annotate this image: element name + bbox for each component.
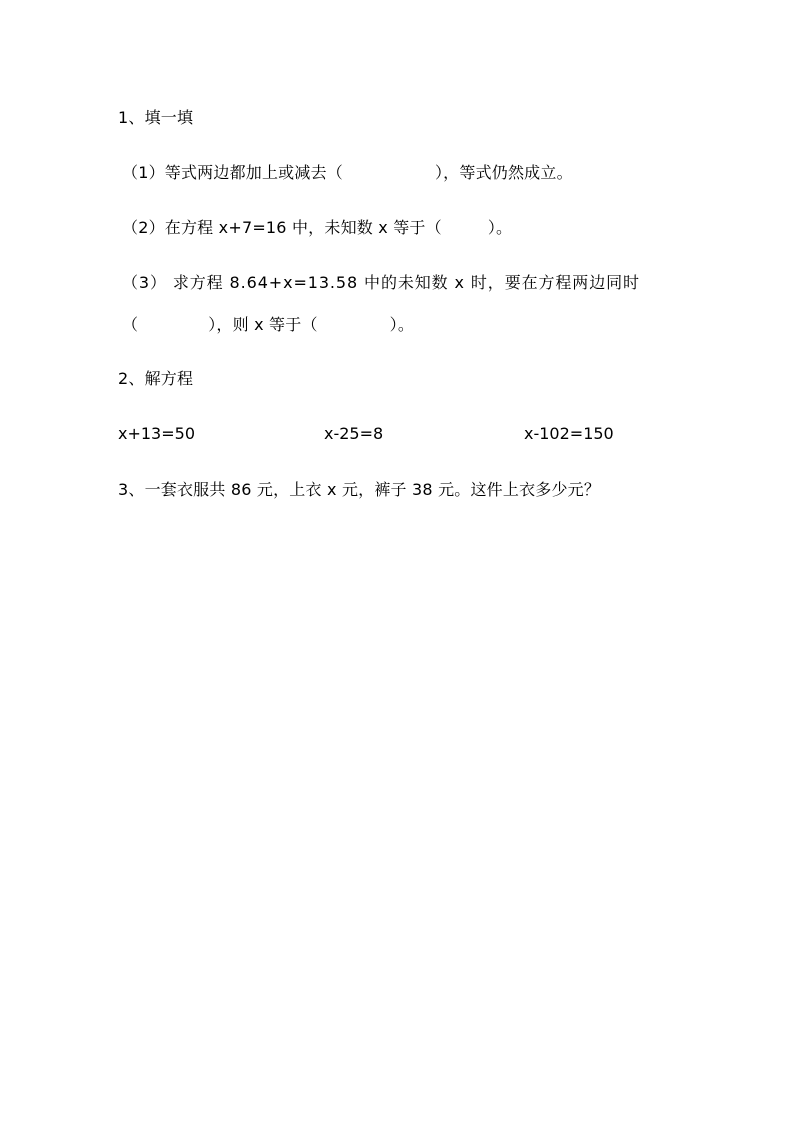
- section3-question: 3、一套衣服共 86 元，上衣 x 元，裤子 38 元。这件上衣多少元？: [118, 480, 601, 499]
- question-1-3-line-1: （3） 求方程 8.64+x=13.58 中的未知数 x 时，要在方程两边同时: [122, 273, 640, 292]
- question-1-3-close-text: ）。: [389, 315, 415, 334]
- question-1-2-text-after: ）。: [487, 218, 513, 237]
- section2-title: 2、解方程: [118, 369, 194, 388]
- equation-2: x-25=8: [324, 424, 384, 443]
- equation-3: x-102=150: [524, 424, 614, 443]
- question-1-2-text-before: （2）在方程 x+7=16 中，未知数 x 等于（: [122, 218, 442, 237]
- question-1-3-middle-text: ），则 x 等于（: [208, 315, 318, 334]
- section1-title: 1、填一填: [118, 108, 194, 127]
- equation-1: x+13=50: [118, 424, 195, 443]
- question-1-2: [122, 217, 512, 239]
- question-1-3-open-paren: （: [122, 315, 139, 334]
- question-1-3-line-2: [122, 314, 414, 336]
- question-1-1-text-after: ），等式仍然成立。: [434, 163, 573, 182]
- question-1-1: [122, 162, 573, 184]
- question-1-1-text-before: （1）等式两边都加上或减去（: [122, 163, 343, 182]
